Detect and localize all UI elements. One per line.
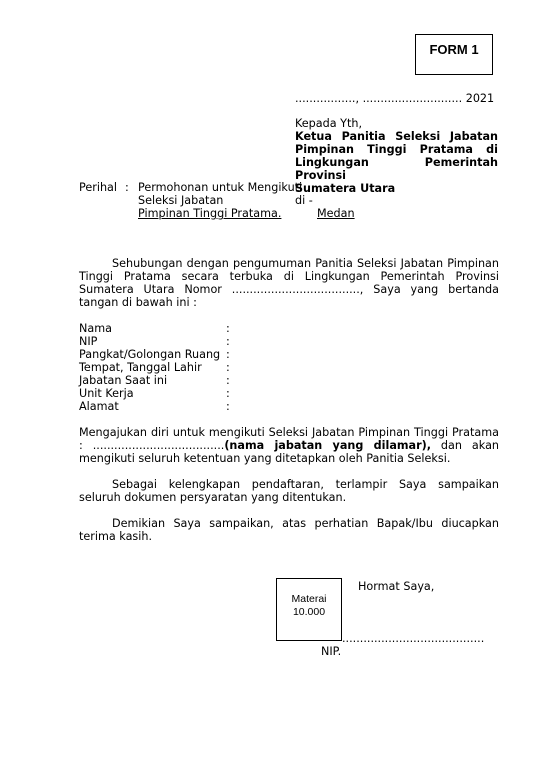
- field-label: Unit Kerja: [79, 387, 134, 400]
- perihal-label: Perihal: [79, 181, 117, 194]
- stamp-value: 10.000: [292, 606, 326, 618]
- recipient-line: Ketua Panitia Seleksi Jabatan: [295, 130, 498, 143]
- field-nip: [79, 335, 230, 348]
- field-ttl: [79, 361, 230, 374]
- stamp-label: Materai: [291, 593, 327, 605]
- recipient-greeting: Kepada Yth,: [295, 117, 362, 130]
- intro-paragraph: Sehubungan dengan pengumuman Panitia Seleksi Jabatan Pimpinan Tinggi Pratama secara terbuka di Lingkungan Pemerintah Provinsi Sumatera Utara Nomor ...................................., Saya yang bertanda tangan di bawah ini :: [79, 257, 499, 309]
- applicant-fields: [79, 322, 230, 413]
- perihal-line: Seleksi Jabatan: [138, 194, 224, 207]
- recipient-line: Lingkungan Pemerintah Provinsi: [295, 156, 498, 182]
- field-unit-kerja: [79, 387, 230, 400]
- field-label: Nama: [79, 322, 112, 335]
- field-colon: :: [226, 348, 230, 361]
- date-line: ................., ............................ 2021: [295, 92, 495, 105]
- recipient-block: [295, 117, 498, 195]
- signature-salutation: Hormat Saya,: [358, 580, 435, 593]
- field-colon: :: [226, 322, 230, 335]
- di-label: di -: [295, 194, 313, 207]
- perihal-subject: [138, 181, 302, 220]
- apply-text: Mengajukan diri untuk mengikuti Seleksi Jabatan Pimpinan Tinggi Pratama : .....................................: [79, 426, 499, 452]
- field-label: Tempat, Tanggal Lahir: [79, 361, 202, 374]
- perihal-line: Pimpinan Tinggi Pratama.: [138, 207, 282, 220]
- recipient-line: Pimpinan Tinggi Pratama di: [295, 143, 498, 156]
- field-colon: :: [226, 387, 230, 400]
- field-nama: [79, 322, 230, 335]
- field-colon: :: [226, 361, 230, 374]
- signature-name-line: ........................................: [342, 632, 485, 645]
- attachment-paragraph: Sebagai kelengkapan pendaftaran, terlampir Saya sampaikan seluruh dokumen persyaratan yang ditentukan.: [79, 478, 499, 504]
- field-label: Pangkat/Golongan Ruang: [79, 348, 221, 361]
- stamp-duty-box: [276, 578, 342, 641]
- field-colon: :: [226, 374, 230, 387]
- field-alamat: [79, 400, 230, 413]
- form-number-label: FORM 1: [429, 42, 479, 57]
- position-placeholder: (nama jabatan yang dilamar),: [224, 439, 431, 452]
- field-colon: :: [226, 335, 230, 348]
- closing-paragraph: Demikian Saya sampaikan, atas perhatian Bapak/Ibu diucapkan terima kasih.: [79, 517, 499, 543]
- field-label: NIP: [79, 335, 98, 348]
- recipient-line: Sumatera Utara: [295, 182, 396, 195]
- field-pangkat: [79, 348, 230, 361]
- field-label: Jabatan Saat ini: [79, 374, 168, 387]
- perihal-line: Permohonan untuk Mengikuti: [138, 181, 303, 194]
- field-colon: :: [226, 400, 230, 413]
- apply-paragraph: [79, 426, 499, 465]
- perihal-colon: :: [125, 181, 129, 194]
- city-label: Medan: [317, 207, 355, 220]
- apply-text-end: dan akan mengikuti seluruh ketentuan yang ditetapkan oleh Panitia Seleksi.: [79, 439, 500, 465]
- field-label: Alamat: [79, 400, 119, 413]
- signature-nip-label: NIP.: [321, 645, 342, 658]
- field-jabatan: [79, 374, 230, 387]
- form-number-box: [415, 34, 493, 75]
